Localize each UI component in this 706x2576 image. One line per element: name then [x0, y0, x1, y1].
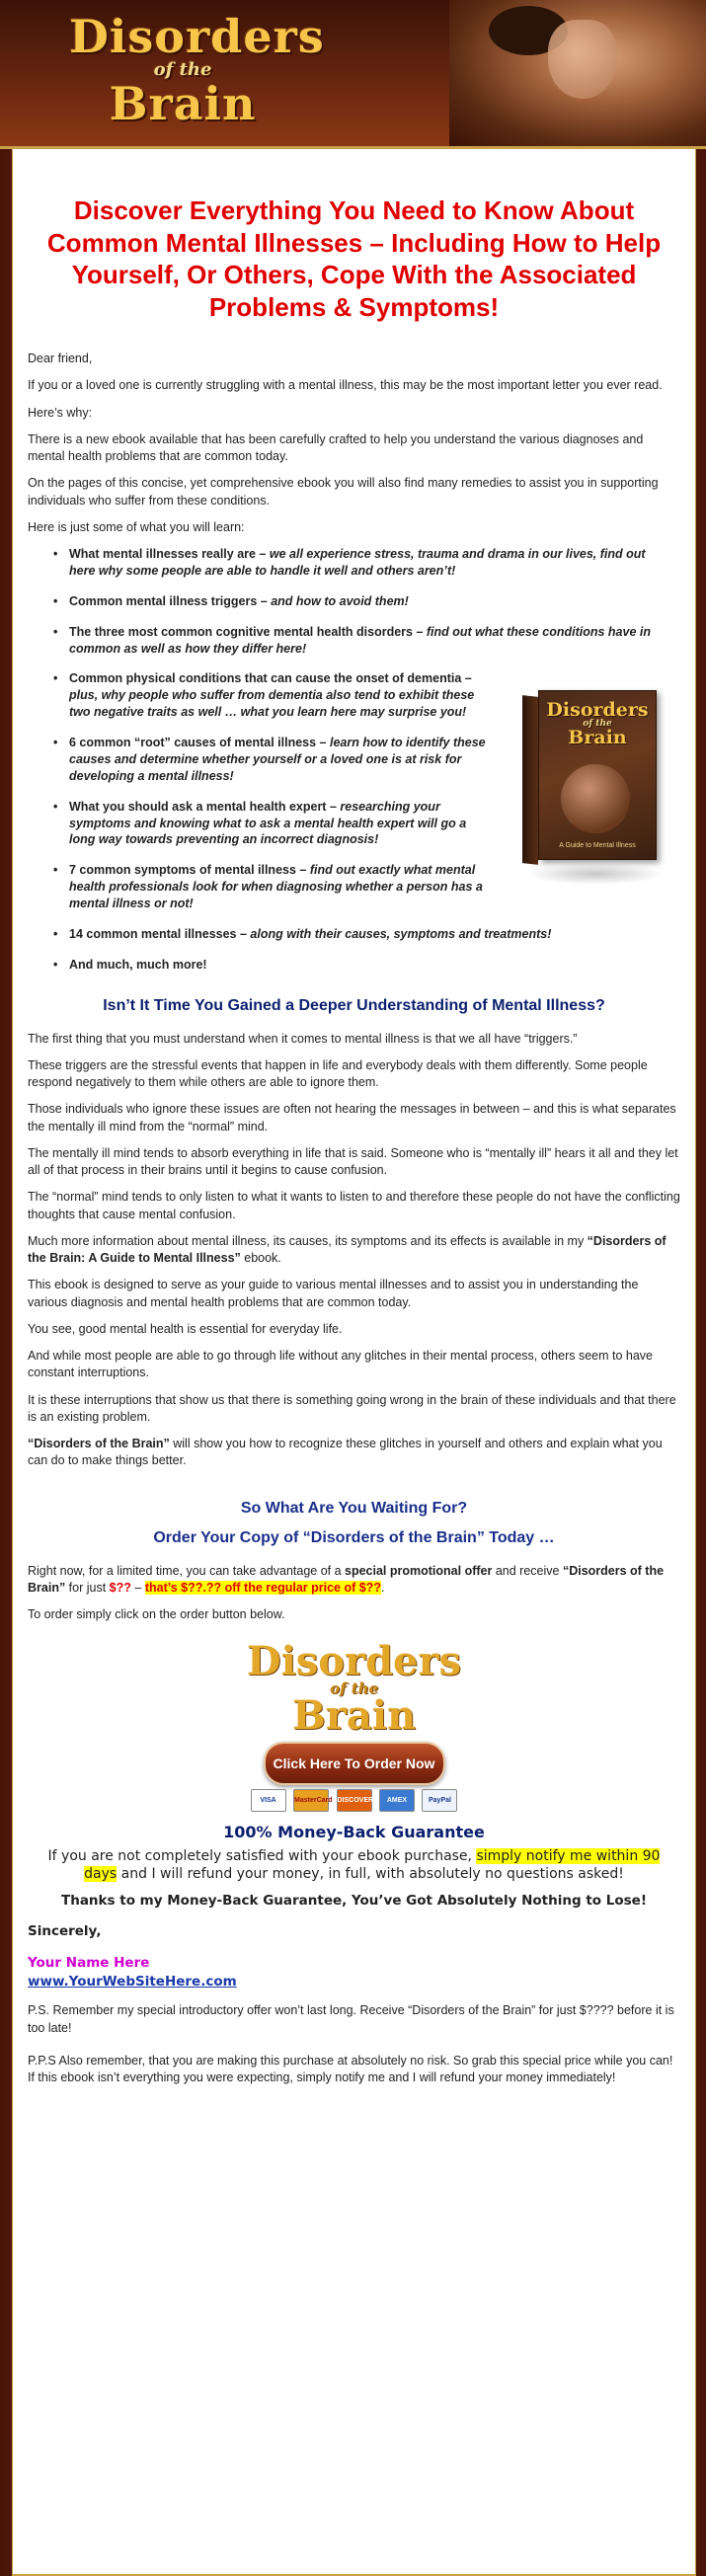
author-name: Your Name Here — [28, 1955, 150, 1972]
website-link[interactable]: www.YourWebSiteHere.com — [28, 1973, 237, 1990]
list-item: • Common physical conditions that can cause the onset of dementia – plus, why people who suffer from dementia also tend to exhibit these two negative traits as well … what you learn here may surprise you! — [57, 670, 494, 721]
ebook-cover-image — [516, 690, 665, 888]
mastercard-icon: MasterCard — [293, 1789, 329, 1812]
section2-p2: These triggers are the stressful events that happen in life and everybody deals with them differently. Some people respond negatively to them while others are able to ignore them. — [28, 1057, 648, 1090]
paypal-icon: PayPal — [422, 1789, 457, 1812]
post-postscript: P.P.S Also remember, that you are making this purchase at absolutely no risk. So grab this special price while you can! If this ebook isn’t everything you were expecting, simply notify me and I will refund your money immediately! — [28, 2053, 673, 2085]
letter-body — [13, 351, 695, 2086]
book-cover — [538, 690, 657, 860]
list-item: • The three most common cognitive mental health disorders – find out what these conditions have in common as well as how they differ here! — [57, 624, 669, 658]
postscript: P.S. Remember my special introductory offer won’t last long. Receive “Disorders of the Brain” for just $???? before it is too late! — [28, 2003, 674, 2035]
section2-p5: The “normal” mind tends to only listen to what it wants to listen to and therefore these people do not have the conflicting thoughts that cause mental confusion. — [28, 1190, 680, 1221]
cta-heading-1: So What Are You Waiting For? — [240, 1499, 468, 1517]
guarantee-text: If you are not completely satisfied with your ebook purchase, simply notify me within 90 days and I will refund your money, in full, with absolutely no questions asked! — [47, 1847, 661, 1882]
cta-heading-2: Order Your Copy of “Disorders of the Brain” Today … — [153, 1528, 555, 1546]
list-item: • 14 common mental illnesses – along with their causes, symptoms and treatments! — [57, 926, 669, 943]
offer-paragraph: Right now, for a limited time, you can take advantage of a special promotional offer and receive “Disorders of the Brain” for just $?? – that’s $??.?? off the regular price of $??. — [28, 1563, 665, 1596]
amex-icon: AMEX — [379, 1789, 415, 1812]
header-photo — [449, 0, 706, 146]
sign-off: Sincerely, — [28, 1922, 102, 1939]
header-logo — [69, 10, 325, 130]
list-item: • What mental illnesses really are – we all experience stress, trauma and drama in our lives, find out here why some people are able to handle it well and others aren’t! — [57, 546, 669, 580]
intro-p5: Here is just some of what you will learn: — [28, 519, 245, 534]
book-subtitle: A Guide to Mental Illness — [559, 842, 636, 850]
header-banner — [0, 0, 706, 149]
photo-hand — [548, 20, 617, 99]
list-item: • 6 common “root” causes of mental illness – learn how to identify these causes and determine whether yourself or a loved one is at risk for developing a mental illness! — [57, 735, 494, 785]
intro-p1: If you or a loved one is currently struggling with a mental illness, this may be the most important letter you ever read. — [28, 378, 663, 393]
sales-page — [12, 149, 696, 2576]
logo-line-1: Disorders — [69, 10, 325, 63]
book-shadow — [526, 863, 665, 885]
logo-line-2: of the — [153, 59, 212, 80]
order-logo: Disorders of the Brain — [246, 1637, 462, 1739]
order-now-button[interactable]: Click Here To Order Now — [264, 1742, 445, 1785]
section2-p4: The mentally ill mind tends to absorb everything in life that is said. Someone who is “mentally ill” hears it all and they let all of that process in their brains until it begins to cause confusion. — [28, 1145, 678, 1178]
section2-p7: This ebook is designed to serve as your guide to various mental illnesses and to assist you in understanding the various diagnosis and mental health problems that are common today. — [28, 1278, 639, 1309]
benefit-list — [57, 546, 669, 974]
greeting: Dear friend, — [28, 351, 93, 365]
book-cover-photo — [561, 764, 630, 833]
section2-p1: The first thing that you must understand when it comes to mental illness is that we all have “triggers.” — [28, 1031, 578, 1046]
section2-p9: And while most people are able to go through life without any glitches in their mental process, others seem to have constant interruptions. — [28, 1349, 653, 1380]
intro-p4: On the pages of this concise, yet comprehensive ebook you will also find many remedies to assist you in supporting individuals who suffer from these conditions. — [28, 476, 659, 507]
order-instructions: To order simply click on the order button below. — [28, 1607, 285, 1622]
section2-p8: You see, good mental health is essential for everyday life. — [28, 1321, 343, 1336]
list-item: • And much, much more! — [57, 957, 669, 974]
guarantee-tagline: Thanks to my Money-Back Guarantee, You’ve Got Absolutely Nothing to Lose! — [61, 1893, 647, 1910]
book-spine — [522, 695, 538, 865]
section2-p6: Much more information about mental illness, its causes, its symptoms and its effects is available in my “Disorders of the Brain: A Guide to Mental Illness” ebook. — [28, 1233, 667, 1266]
section2-p11: “Disorders of the Brain” will show you how to recognize these glitches in yourself and others and explain what you can do to make things better. — [28, 1437, 663, 1468]
book-title: Disorders of the Brain — [546, 699, 649, 748]
section2-p3: Those individuals who ignore these issues are often not hearing the messages in between – and this is what separates the mentally ill mind from the “normal” mind. — [28, 1102, 676, 1133]
section2-p10: It is these interruptions that show us that there is something going wrong in the brain of these individuals and that there is an existing problem. — [28, 1392, 676, 1424]
intro-p3: There is a new ebook available that has been carefully crafted to help you understand the various diagnoses and mental health problems that are common today. — [28, 431, 644, 463]
payment-cards — [28, 1789, 680, 1812]
guarantee-heading: 100% Money-Back Guarantee — [223, 1822, 485, 1841]
guarantee-section — [28, 1822, 680, 1991]
list-item: • What you should ask a mental health expert – researching your symptoms and knowing what to ask a mental health expert will go a long way towards preventing an incorrect diagnosis! — [57, 799, 494, 849]
logo-line-3: Brain — [109, 77, 257, 130]
list-item: • Common mental illness triggers – and how to avoid them! — [57, 593, 669, 610]
visa-icon: VISA — [251, 1789, 286, 1812]
intro-p2: Here’s why: — [28, 405, 93, 420]
discover-icon: DISCOVER — [337, 1789, 372, 1812]
list-item: • 7 common symptoms of mental illness – find out exactly what mental health professionals look for when diagnosing whether a person has a mental illness or not! — [57, 862, 494, 912]
section-heading: Isn’t It Time You Gained a Deeper Understanding of Mental Illness? — [103, 996, 605, 1014]
page-headline: Discover Everything You Need to Know About Common Mental Illnesses – Including How to Help Yourself, Or Others, Cope With the Associated Problems & Symptoms! — [46, 195, 662, 322]
